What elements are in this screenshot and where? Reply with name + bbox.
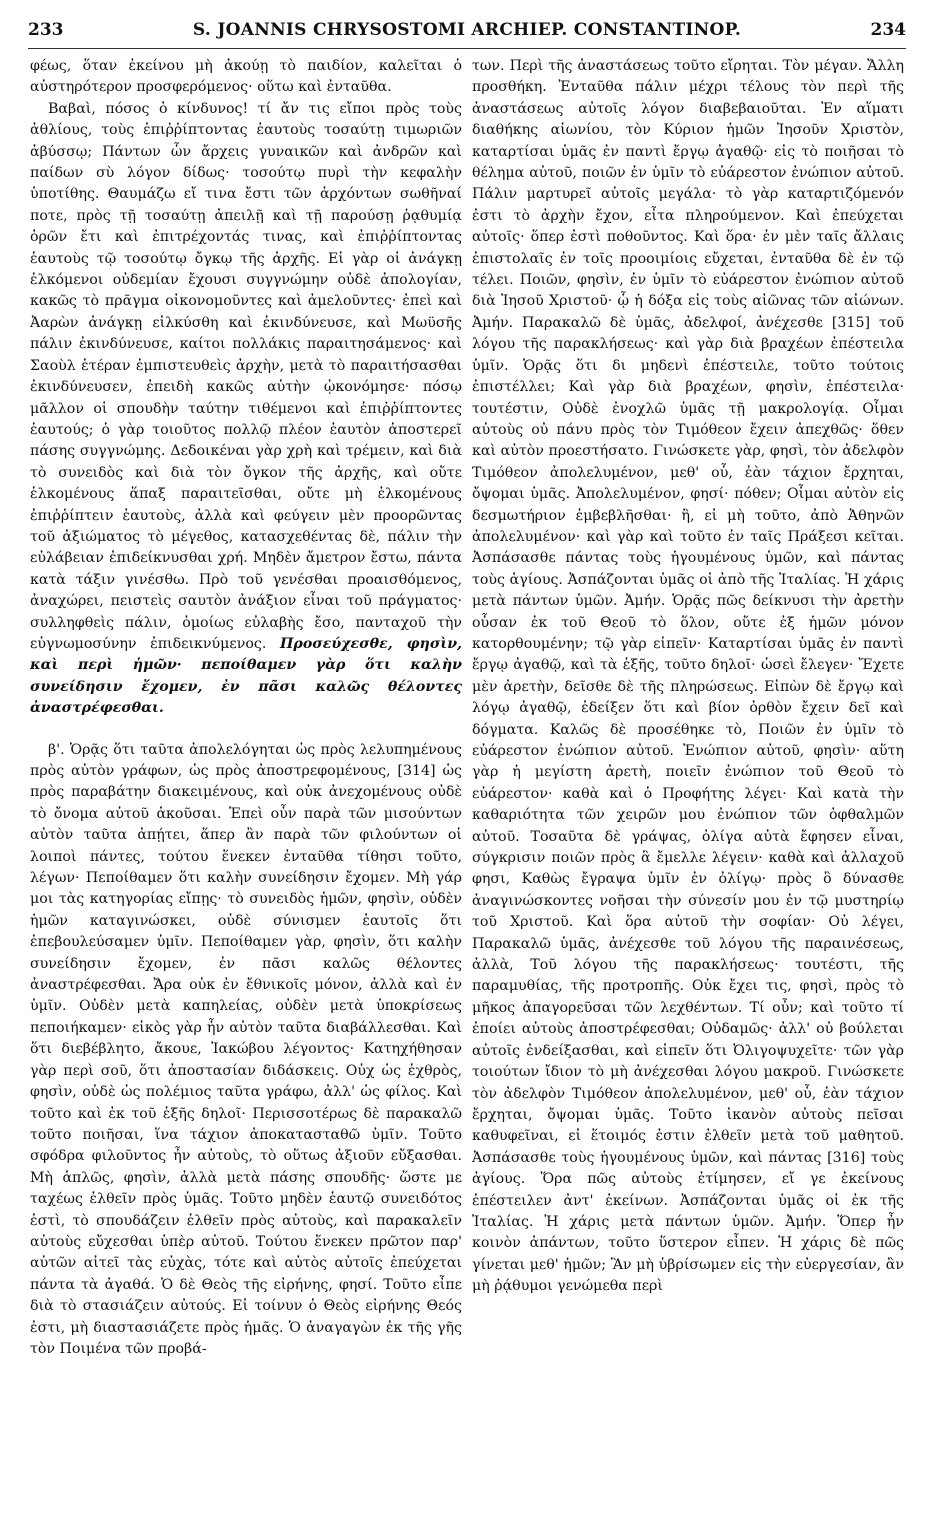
running-title: S. JOANNIS CHRYSOSTOMI ARCHIEP. CONSTANTINOP. [192, 20, 742, 40]
right-paragraph-1: των. Περὶ τῆς ἀναστάσεως τοῦτο εἴρηται. Τὸν μέγαν. Ἄλλη προσθήκη. Ἐνταῦθα πάλιν μέχρι τέλους τὸν περὶ τῆς ἀναστάσεως αὐτοῖς λόγον διαβεβαιοῦται. Ἐν αἵματι διαθήκης αἰωνίου, τὸν Κύριον ἡμῶν Ἰησοῦν Χριστὸν, καταρτίσαι ὑμᾶς ἐν παντὶ ἔργῳ ἀγαθῷ· εἰς τὸ ποιῆσαι τὸ θέλημα αὐτοῦ, ποιῶν ἐν ὑμῖν τὸ εὐάρεστον ἐνώπιον αὐτοῦ. Πάλιν μαρτυρεῖ αὐτοῖς μεγάλα· τὸ γὰρ καταρτιζόμενόν ἐστι τὸ ἀρχὴν ἔχον, εἶτα πληρούμενον. Καὶ ἐπεύχεται αὐτοῖς· ὅπερ ἐστὶ ποθοῦντος. Καὶ ὅρα· ἐν μὲν ταῖς ἄλλαις ἐπιστολαῖς ἐν τοῖς προοιμίοις εὔχεται, ἐνταῦθα δὲ ἐν τῷ τέλει. Ποιῶν, φησὶν, ἐν ὑμῖν τὸ εὐάρεστον ἐνώπιον αὐτοῦ διὰ Ἰησοῦ Χριστοῦ· ᾧ ἡ δόξα εἰς τοὺς αἰῶνας τῶν αἰώνων. Ἀμήν. Παρακαλῶ δὲ ὑμᾶς, ἀδελφοί, ἀνέχεσθε [315] τοῦ λόγου τῆς παρακλήσεως· καὶ γὰρ διὰ βραχέων ἐπέστειλα ὑμῖν. Ὁρᾷς ὅτι δι μηδενὶ ἐπέστειλε, τοῦτο τούτοις ἐπιστέλλει; Καὶ γὰρ διὰ βραχέων, φησὶν, ἐπέστειλα· τουτέστιν, Οὐδὲ ἐνοχλῶ ὑμᾶς τῇ μακρολογίᾳ. Οἶμαι αὐτοὺς οὐ πάνυ πρὸς τὸν Τιμόθεον ἔχειν ἀπεχθῶς· ὅθεν καὶ αὐτὸν προεστήσατο. Γινώσκετε γὰρ, φησὶ, τὸν ἀδελφὸν Τιμόθεον ἀπολελυμένον, μεθ' οὗ, ἐὰν τάχιον ἔρχηται, ὄψομαι ὑμᾶς. Ἀπολελυμένον, φησί· πόθεν; Οἶμαι αὐτὸν εἰς δεσμωτήριον ἐμβεβλῆσθαι· ἢ, εἰ μὴ τοῦτο, ἀπὸ Ἀθηνῶν ἀπολελυμένον· καὶ γὰρ καὶ τοῦτο ἐν ταῖς Πράξεσι κεῖται. Ἀσπάσασθε πάντας τοὺς ἡγουμένους ὑμῶν, καὶ πάντας τοὺς ἁγίους. Ἀσπάζονται ὑμᾶς οἱ ἀπὸ τῆς Ἰταλίας. Ἡ χάρις μετὰ πάντων ὑμῶν. Ἀμήν. Ὁρᾷς πῶς δείκνυσι τὴν ἀρετὴν οὖσαν ἐκ τοῦ Θεοῦ τὸ ὅλον, οὔτε ἐξ ἡμῶν μόνον κατορθουμένην; τῷ γὰρ εἰπεῖν· Καταρτίσαι ὑμᾶς ἐν παντὶ ἔργῳ ἀγαθῷ, καὶ τὰ ἑξῆς, τοῦτο δηλοῖ· ὡσεὶ ἔλεγεν· Ἔχετε μὲν ἀρετὴν, δεῖσθε δὲ τῆς πληρώσεως. Εἰπὼν δὲ ἔργῳ καὶ λόγῳ ἀγαθῷ, ἐδείξεν ὅτι καὶ βίον ὀρθὸν ἔχειν δεῖ καὶ δόγματα. Καλῶς δὲ προσέθηκε τὸ, Ποιῶν ἐν ὑμῖν τὸ εὐάρεστον ἐνώπιον αὐτοῦ. Ἐνώπιον αὐτοῦ, φησὶν· αὕτη γὰρ ἡ μεγίστη ἀρετὴ, ποιεῖν ἐνώπιον τοῦ Θεοῦ τὸ εὐάρεστον· καθὰ καὶ ὁ Προφήτης λέγει· Καὶ κατὰ τὴν καθαριότητα τῶν χειρῶν μου ἐνώπιον τῶν ὀφθαλμῶν αὐτοῦ. Τοσαῦτα δὲ γράψας, ὀλίγα αὐτὰ ἔφησεν εἶναι, σύγκρισιν ποιῶν πρὸς ἃ ἔμελλε λέγειν· καθὰ καὶ ἀλλαχοῦ φησι, Καθὼς ἔγραψα ὑμῖν ἐν ὀλίγῳ· πρὸς ὃ δύνασθε ἀναγινώσκοντες νοῆσαι τὴν σύνεσίν μου ἐν τῷ μυστηρίῳ τοῦ Χριστοῦ. Καὶ ὅρα αὐτοῦ τὴν σοφίαν· Οὐ λέγει, Παρακαλῶ ὑμᾶς, ἀνέχεσθε τοῦ λόγου τῆς παραινέσεως, ἀλλὰ, Τοῦ λόγου τῆς παρακλήσεως· τουτέστι, τῆς παραμυθίας, τῆς προτροπῆς. Οὐκ ἔχει τις, φησὶ, πρὸς τὸ μῆκος ἀπαγορεῦσαι τῶν λεχθέντων. Τί οὖν; καὶ τοῦτο τί ἐποίει αὐτοὺς ἀποστρέφεσθαι; Οὐδαμῶς· ἀλλ' οὐ βούλεται αὐτοῖς ἐνδείξασθαι, καὶ εἰπεῖν ὅτι Ὀλιγοψυχεῖτε· τῶν γὰρ τοιούτων ἴδιον τὸ μὴ ἀνέχεσθαι λόγου μακροῦ. Γινώσκετε τὸν ἀδελφὸν Τιμόθεον ἀπολελυμένον, μεθ' οὗ, ἐὰν τάχιον ἔρχηται, ὄψομαι ὑμᾶς. Τοῦτο ἱκανὸν αὐτοὺς πεῖσαι καθυφεῖναι, εἰ ἕτοιμός ἐστιν ἐλθεῖν μετὰ τοῦ μαθητοῦ. Ἀσπάσασθε τοὺς ἡγουμένους ὑμῶν, καὶ πάντας [316] τοὺς ἁγίους. Ὅρα πῶς αὐτοὺς ἐτίμησεν, εἴ γε ἐκείνους ἐπέστειλεν ἀντ' ἐκείνων. Ἀσπάζονται ὑμᾶς οἱ ἐκ τῆς Ἰταλίας. Ἡ χάρις μετὰ πάντων ὑμῶν. Ἀμήν. Ὅπερ ἦν κοινὸν ἁπάντων, τοῦτο ὕστερον εἶπεν. Ἡ χάρις δὲ πῶς γίνεται μεθ' ἡμῶν; Ἂν μὴ ὑβρίσωμεν εἰς τὴν εὐεργεσίαν, ἂν μὴ ῥᾴθυμοι γενώμεθα περὶ [472, 58, 904, 1295]
left-paragraph-1: φέως, ὅταν ἐκείνου μὴ ἀκούῃ τὸ παιδίον, καλεῖται ὁ αὐστηρότερον προσφερόμενος· οὕτω καὶ ἐνταῦθα. [30, 58, 462, 96]
left-page-number: 233 [28, 20, 64, 40]
left-paragraph-2-scripture: Προσεύχεσθε, φησὶν, καὶ περὶ ἡμῶν· πεποίθαμεν γὰρ ὅτι καλὴν συνείδησιν ἔχομεν, ἐν πᾶσι καλῶς θέλοντες ἀναστρέφεσθαι. [30, 635, 462, 717]
right-column [472, 56, 904, 1528]
left-column [30, 56, 462, 1528]
left-paragraph-2-text: Βαβαὶ, πόσος ὁ κίνδυνος! τί ἄν τις εἴποι πρὸς τοὺς ἀθλίους, τοὺς ἐπιῤῥίπτοντας ἑαυτοὺς τοσαύτῃ τιμωριῶν ἀβύσσῳ; Πάντων ὧν ἄρχεις γυναικῶν καὶ ἀνδρῶν καὶ παίδων σὺ λόγον δίδως· τοσούτῳ πυρὶ τὴν κεφαλὴν ὑποτίθης. Θαυμάζω εἴ τινα ἔστι τῶν ἀρχόντων σωθῆναί ποτε, πρὸς τῇ τοσαύτῃ ἀπειλῇ καὶ τῇ παρούσῃ ῥᾳθυμίᾳ ὁρῶν ἔτι καὶ ἐπιτρέχοντάς τινας, καὶ ἐπιῤῥίπτοντας ἑαυτοὺς τῷ τοσούτῳ ὄγκῳ τῆς ἀρχῆς. Εἰ γὰρ οἱ ἀνάγκῃ ἑλκόμενοι οὐδεμίαν ἔχουσι συγγνώμην οὐδὲ ἀπολογίαν, κακῶς τὸ πρᾶγμα οἰκονομοῦντες καὶ ἀμελοῦντες· ἐπεὶ καὶ Ἀαρὼν ἀνάγκῃ εἱλκύσθη καὶ ἐκινδύνευσε, καὶ Μωϋσῆς πάλιν ἐκινδύνευσε, καίτοι πολλάκις παραιτησάμενος· καὶ Σαοὺλ ἑτέραν ἐμπιστευθεὶς ἀρχὴν, μετὰ τὸ παραιτήσασθαι ἐκινδύνευσεν, ἐπειδὴ κακῶς αὐτὴν ᾠκονόμησε· πόσῳ μᾶλλον οἱ σπουδὴν ταύτην τιθέμενοι καὶ ἐπιῤῥίπτοντες ἑαυτούς; ὁ γὰρ τοιοῦτος πολλῷ πλέον ἑαυτὸν ἀποστερεῖ πάσης συγγνώμης. Δεδοικέναι γὰρ χρὴ καὶ τρέμειν, καὶ διὰ τὸ συνειδὸς καὶ διὰ τὸν ὄγκον τῆς ἀρχῆς, καὶ οὔτε ἑλκομένους ἅπαξ παραιτεῖσθαι, οὔτε μὴ ἑλκομένους ἐπιῤῥίπτειν ἑαυτοὺς, ἀλλὰ καὶ φεύγειν μὲν προορῶντας τοῦ ἀξιώματος τὸ μέγεθος, κατασχεθέντας δὲ, πάλιν τὴν εὐλάβειαν ἐπιδείκνυσθαι χρή. Μηδὲν ἄμετρον ἔστω, πάντα κατὰ τάξιν γινέσθω. Πρὸ τοῦ γενέσθαι προαισθόμενος, ἀναχώρει, πειστεὶς σαυτὸν ἀνάξιον εἶναι τοῦ πράγματος· συλληφθεὶς πάλιν, ὁμοίως εὐλαβὴς ἔσο, πανταχοῦ τὴν εὐγνωμοσύνην ἐπιδεικνύμενος. [30, 100, 462, 652]
left-paragraph-2 [30, 99, 462, 720]
running-header [28, 18, 906, 49]
right-page-number: 234 [870, 20, 906, 40]
left-paragraph-3: β'. Ὁρᾷς ὅτι ταῦτα ἀπολελόγηται ὡς πρὸς λελυπημένους πρὸς αὐτὸν γράφων, ὡς πρὸς ἀποστρεφομένους, [314] ὡς πρὸς παραβάτην διακειμένους, καὶ οὐκ ἀνεχομένους οὐδὲ τὸ ὄνομα αὐτοῦ ἀκοῦσαι. Ἐπεὶ οὖν παρὰ τῶν μισούντων αὐτὸν ταῦτα ἀπῄτει, ἅπερ ἂν παρὰ τῶν φιλούντων οἱ λοιποὶ πάντες, τούτου ἕνεκεν ἐνταῦθα τίθησι τοῦτο, λέγων· Πεποίθαμεν ὅτι καλὴν συνείδησιν ἔχομεν. Μὴ γάρ μοι τὰς κατηγορίας εἴπῃς· τὸ συνειδὸς ἡμῶν, φησὶν, οὐδὲν ἡμῶν καταγινώσκει, οὐδὲ σύνισμεν ἑαυτοῖς ὅτι ἐπεβουλεύσαμεν ὑμῖν. Πεποίθαμεν γὰρ, φησὶν, ὅτι καλὴν συνείδησιν ἔχομεν, ἐν πᾶσι καλῶς θέλοντες ἀναστρέφεσθαι. Ἄρα οὐκ ἐν ἔθνικοῖς μόνον, ἀλλὰ καὶ ἐν ὑμῖν. Οὐδὲν μετὰ καπηλείας, οὐδὲν μετὰ ὑποκρίσεως πεποιήκαμεν· εἰκὸς γὰρ ἦν αὐτὸν ταῦτα διαβάλλεσθαι. Καὶ ὅτι διεβέβλητο, ἄκουε, Ἰακώβου λέγοντος· Κατηχήθησαν γὰρ περὶ σοῦ, ὅτι ἀποστασίαν διδάσκεις. Οὐχ ὡς ἐχθρὸς, φησὶν, οὐδὲ ὡς πολέμιος ταῦτα γράφω, ἀλλ' ὡς φίλος. Καὶ τοῦτο καὶ ἐκ τοῦ ἑξῆς δηλοῖ· Περισσοτέρως δὲ παρακαλῶ τοῦτο ποιῆσαι, ἵνα τάχιον ἀποκατασταθῶ ὑμῖν. Τοῦτο σφόδρα φιλοῦντος ἦν αὐτοὺς, τὸ οὕτως ἀξιοῦν εὔξασθαι. Μὴ ἁπλῶς, φησὶν, ἀλλὰ μετὰ πάσης σπουδῆς· ὥστε με ταχέως ἐλθεῖν πρὸς ὑμᾶς. Τοῦτο μηδὲν ἑαυτῷ συνειδότος ἐστὶ, τὸ σπουδάζειν ἐλθεῖν πρὸς αὐτοὺς, καὶ παρακαλεῖν αὐτοὺς εὔχεσθαι ὑπὲρ αὐτοῦ. Τούτου ἕνεκεν πρῶτον παρ' αὐτῶν αἰτεῖ τὰς εὐχὰς, τότε καὶ αὐτὸς αὐτοῖς ἐπεύχεται πάντα τὰ ἀγαθά. Ὁ δὲ Θεὸς τῆς εἰρήνης, φησί. Τοῦτο εἶπε διὰ τὸ στασιάζειν αὐτούς. Εἰ τοίνυν ὁ Θεὸς εἰρήνης Θεός ἐστι, μὴ διαστασιάζετε πρὸς ἡμᾶς. Ὁ ἀναγαγὼν ἐκ τῆς γῆς τὸν Ποιμένα τῶν προβά- [30, 741, 462, 1357]
